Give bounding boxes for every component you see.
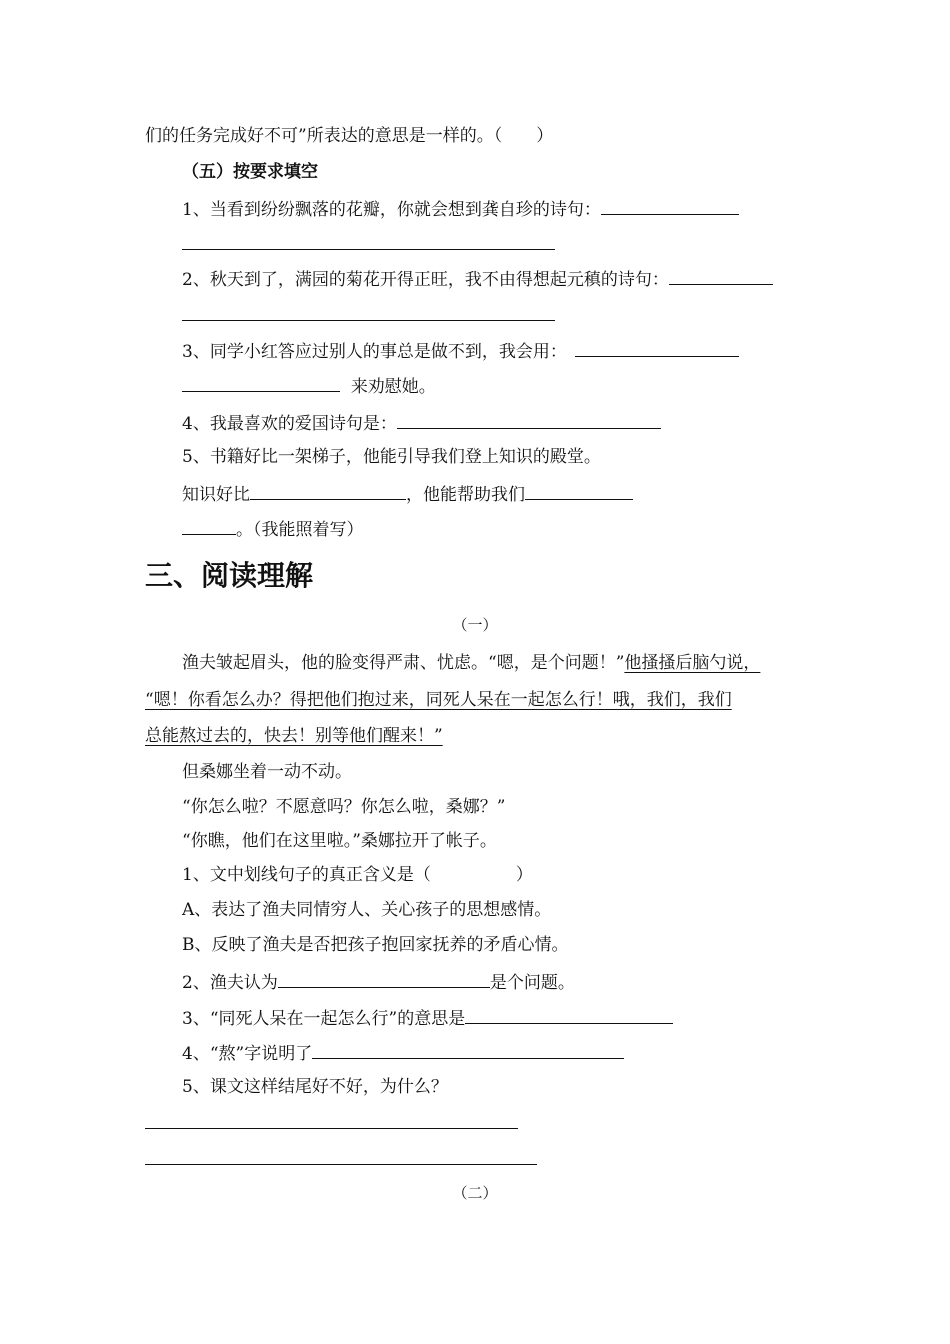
reading-q2-text-a: 2、渔夫认为: [182, 973, 278, 993]
answer-blank-q4[interactable]: [397, 410, 661, 429]
reading-q1-option-b[interactable]: [182, 933, 569, 957]
fill-q3-cont: [182, 373, 436, 399]
answer-line-r5b[interactable]: [145, 1164, 537, 1165]
reading-q2-text-b: 是个问题。: [489, 973, 575, 993]
option-a-text: A、表达了渔夫同情穷人、关心孩子的思想感情。: [182, 900, 552, 920]
fill-q1-text: 1、当看到纷纷飘落的花瓣，你就会想到龚自珍的诗句：: [182, 200, 601, 220]
reading-q4-text: 4、“熬”字说明了: [182, 1044, 313, 1064]
underlined-sentence-1: 他搔搔后脑勺说，: [624, 653, 761, 673]
passage-line-4: [182, 760, 352, 784]
fill-q3-text: 3、同学小红答应过别人的事总是做不到，我会用：: [182, 342, 567, 362]
top-line: [145, 124, 553, 148]
part1-label: [0, 615, 950, 635]
answer-blank-r3[interactable]: [465, 1005, 673, 1024]
fill-q4-text: 4、我最喜欢的爱国诗句是：: [182, 414, 397, 434]
reading-q4: [182, 1040, 624, 1066]
part1-label-text: （一）: [452, 616, 498, 634]
fill-q1: [182, 196, 739, 222]
answer-blank-q5a[interactable]: [250, 481, 406, 500]
answer-blank-r4[interactable]: [312, 1040, 624, 1059]
section5-title-text: （五）按要求填空: [182, 162, 318, 182]
section3-heading: [145, 558, 313, 594]
passage-line-3: [145, 724, 443, 748]
answer-blank-r2[interactable]: [278, 969, 490, 988]
reading-q2: [182, 969, 575, 995]
passage-line-2: [145, 688, 732, 712]
fill-q5-b: ，他能帮助我们: [406, 485, 525, 505]
passage-line-5: [182, 795, 505, 819]
passage-line-6: [182, 829, 497, 853]
answer-blank-q5c[interactable]: [182, 516, 236, 535]
top-line-text: 们的任务完成好不可”所表达的意思是一样的。（ ）: [145, 126, 554, 146]
fill-q5-text: 5、书籍好比一架梯子，他能引导我们登上知识的殿堂。: [182, 447, 601, 467]
part2-label-text: （二）: [452, 1184, 498, 1202]
answer-line-q2[interactable]: [182, 320, 555, 321]
answer-line-q1[interactable]: [182, 249, 555, 250]
fill-q4: [182, 410, 661, 436]
answer-blank-q1[interactable]: [601, 196, 739, 215]
passage-text-4: 但桑娜坐着一动不动。: [182, 762, 352, 782]
reading-q1-text: 1、文中划线句子的真正含义是（ ）: [182, 865, 533, 885]
part2-label: [0, 1183, 950, 1203]
fill-q5-a: 知识好比: [182, 485, 250, 505]
option-b-text: B、反映了渔夫是否把孩子抱回家抚养的矛盾心情。: [182, 935, 569, 955]
reading-q1: [182, 863, 533, 887]
underlined-sentence-2: “嗯！你看怎么办？得把他们抱过来，同死人呆在一起怎么行！哦，我们，我们: [145, 690, 732, 710]
passage-text-6: “你瞧，他们在这里啦。”桑娜拉开了帐子。: [182, 831, 497, 851]
reading-q3: [182, 1005, 673, 1031]
passage-text-5: “你怎么啦？不愿意吗？你怎么啦，桑娜？”: [182, 797, 506, 817]
section5-title: [182, 160, 318, 184]
passage-line-1: [182, 651, 760, 675]
fill-q2-text: 2、秋天到了，满园的菊花开得正旺，我不由得想起元稹的诗句：: [182, 270, 669, 290]
answer-line-r5a[interactable]: [145, 1128, 518, 1129]
answer-blank-q3a[interactable]: [575, 338, 739, 357]
reading-q5: [182, 1075, 448, 1099]
fill-q2: [182, 266, 773, 292]
answer-blank-q5b[interactable]: [525, 481, 633, 500]
answer-blank-q3b[interactable]: [182, 373, 340, 392]
answer-blank-q2[interactable]: [669, 266, 773, 285]
fill-q3-tail: 来劝慰她。: [350, 377, 436, 397]
fill-q5: [182, 445, 601, 469]
fill-q5-end: [182, 516, 364, 542]
section3-heading-text: 三、阅读理解: [145, 559, 314, 592]
passage-text-1: 渔夫皱起眉头，他的脸变得严肃、忧虑。“嗯，是个问题！”: [182, 653, 625, 673]
underlined-sentence-3: 总能熬过去的，快去！别等他们醒来！”: [145, 726, 443, 746]
reading-q1-option-a[interactable]: [182, 898, 551, 922]
fill-q5-imitate: [182, 481, 633, 507]
reading-q5-text: 5、课文这样结尾好不好，为什么？: [182, 1077, 448, 1097]
fill-q5-c: 。（我能照着写）: [236, 520, 364, 540]
fill-q3: [182, 338, 739, 364]
reading-q3-text: 3、“同死人呆在一起怎么行”的意思是: [182, 1009, 466, 1029]
